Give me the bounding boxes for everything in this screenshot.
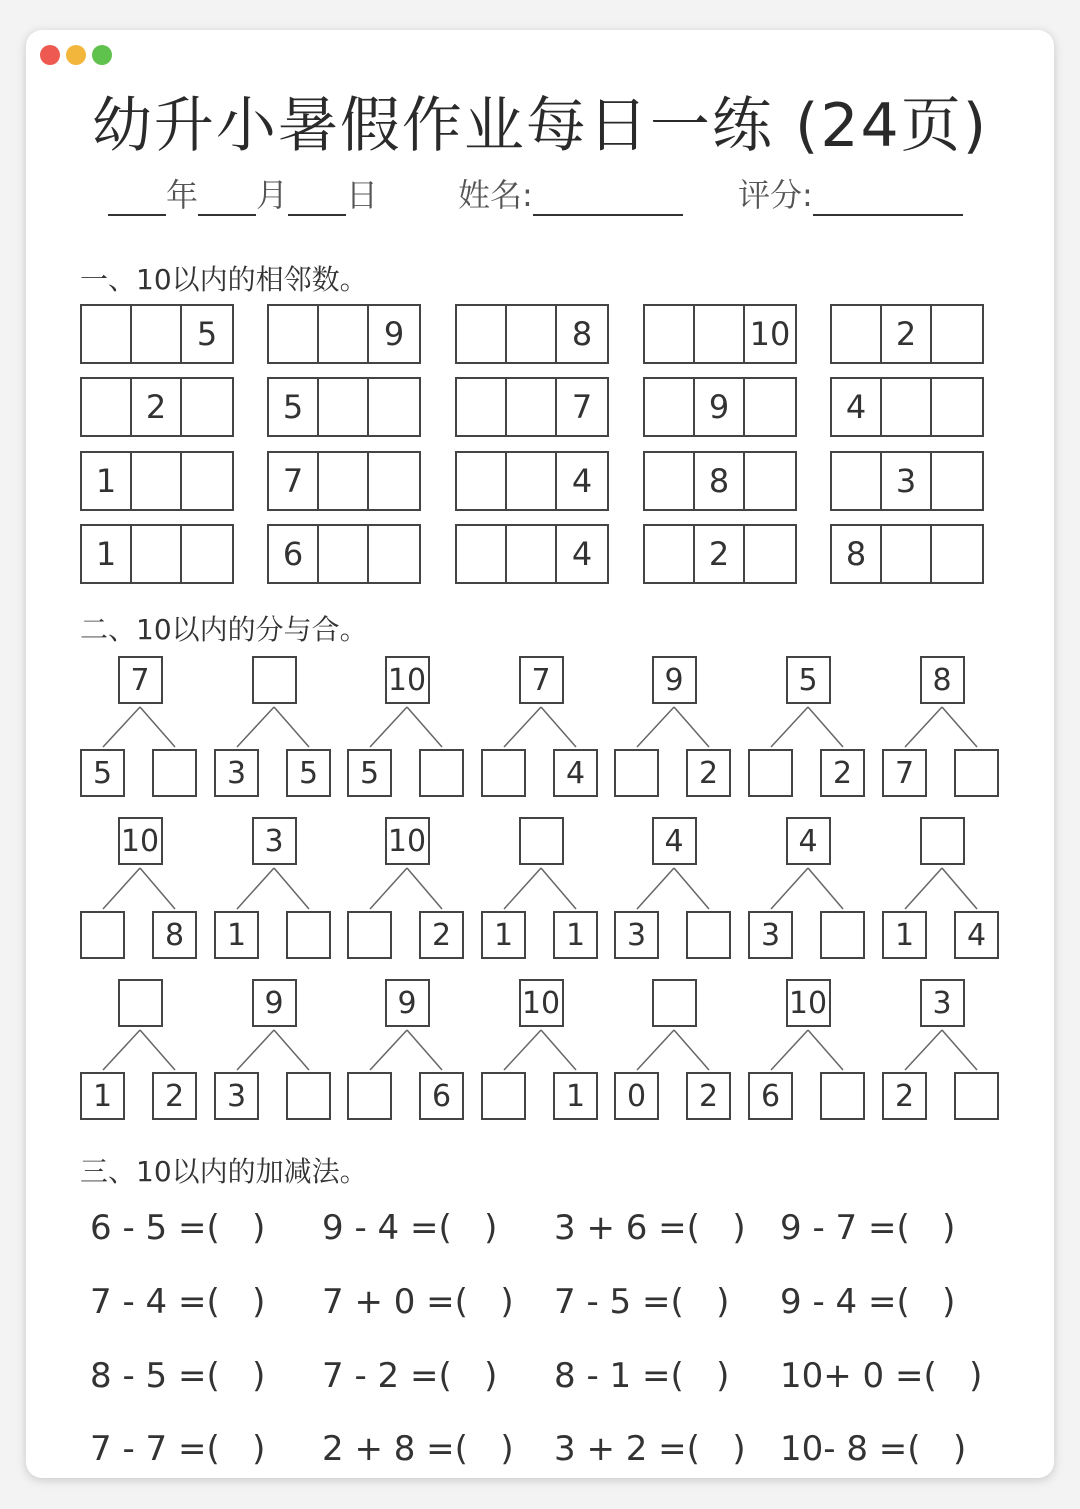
given-number-cell: 2: [695, 526, 745, 582]
answer-cell[interactable]: [932, 379, 982, 435]
bond-line: [237, 707, 274, 747]
neighbor-group: [830, 304, 984, 364]
bond-line: [808, 707, 843, 747]
total-number-box: 10: [786, 979, 831, 1027]
bond-line: [674, 1030, 709, 1070]
answer-cell[interactable]: [507, 453, 557, 509]
neighbor-group: [80, 451, 234, 511]
section1-title: 一、10以内的相邻数。: [80, 263, 368, 296]
bond-line: [541, 868, 576, 909]
answer-cell[interactable]: [319, 379, 369, 435]
answer-cell[interactable]: [457, 453, 507, 509]
arithmetic-problem[interactable]: 7 - 4 =( ): [90, 1282, 266, 1322]
maximize-window-button[interactable]: [92, 45, 112, 65]
answer-box[interactable]: [748, 749, 793, 797]
name-field: [458, 170, 683, 216]
bond-line: [407, 1030, 442, 1070]
window: [26, 30, 1054, 1478]
bond-line: [140, 1030, 175, 1070]
year-label: 年: [166, 176, 199, 214]
part-number-box: 2: [152, 1072, 197, 1120]
bond-line: [140, 707, 175, 747]
answer-cell[interactable]: [832, 306, 882, 362]
given-number-cell: 8: [695, 453, 745, 509]
section3-title: 三、10以内的加减法。: [80, 1155, 368, 1188]
neighbor-group: [80, 524, 234, 584]
total-number-box: 3: [252, 817, 297, 865]
answer-box[interactable]: [652, 979, 697, 1027]
bond-line: [370, 868, 407, 909]
part-number-box: 8: [152, 911, 197, 959]
answer-cell[interactable]: [457, 306, 507, 362]
answer-box[interactable]: [481, 749, 526, 797]
neighbor-group: [267, 451, 421, 511]
section2-title: 二、10以内的分与合。: [80, 613, 368, 646]
given-number-cell: 1: [82, 526, 132, 582]
neighbor-group: [267, 304, 421, 364]
day-label: 日: [346, 176, 379, 214]
neighbor-group: [267, 377, 421, 437]
score-label: 评分:: [738, 176, 813, 214]
score-blank[interactable]: [813, 180, 963, 216]
bond-line: [942, 707, 977, 747]
bond-line: [504, 707, 541, 747]
part-number-box: 2: [882, 1072, 927, 1120]
total-number-box: 7: [519, 656, 564, 704]
part-number-box: 4: [553, 749, 598, 797]
part-number-box: 2: [686, 749, 731, 797]
part-number-box: 3: [214, 749, 259, 797]
bond-line: [771, 707, 808, 747]
month-label: 月: [256, 176, 289, 214]
bond-line: [504, 868, 541, 909]
bond-line: [140, 868, 175, 909]
answer-box[interactable]: [920, 817, 965, 865]
arithmetic-problem[interactable]: 3 + 2 =( ): [554, 1429, 746, 1469]
neighbor-group: [830, 451, 984, 511]
minimize-window-button[interactable]: [66, 45, 86, 65]
answer-cell[interactable]: [319, 453, 369, 509]
answer-cell[interactable]: [745, 453, 795, 509]
part-number-box: 6: [419, 1072, 464, 1120]
total-number-box: 9: [652, 656, 697, 704]
answer-cell[interactable]: [745, 379, 795, 435]
month-blank[interactable]: [198, 180, 256, 216]
arithmetic-problem[interactable]: 7 - 7 =( ): [90, 1429, 266, 1469]
answer-cell[interactable]: [132, 306, 182, 362]
total-number-box: 10: [519, 979, 564, 1027]
answer-box[interactable]: [347, 1072, 392, 1120]
total-number-box: 4: [786, 817, 831, 865]
answer-cell[interactable]: [457, 379, 507, 435]
day-blank[interactable]: [288, 180, 346, 216]
bond-line: [274, 868, 309, 909]
close-window-button[interactable]: [40, 45, 60, 65]
part-number-box: 6: [748, 1072, 793, 1120]
arithmetic-problem[interactable]: 9 - 4 =( ): [322, 1208, 498, 1248]
part-number-box: 1: [481, 911, 526, 959]
part-number-box: 2: [419, 911, 464, 959]
answer-cell[interactable]: [182, 379, 232, 435]
answer-cell[interactable]: [882, 379, 932, 435]
bond-line: [103, 868, 140, 909]
answer-box[interactable]: [347, 911, 392, 959]
answer-cell[interactable]: [132, 453, 182, 509]
given-number-cell: 3: [882, 453, 932, 509]
bond-line: [942, 1030, 977, 1070]
date-fields: [108, 170, 378, 216]
arithmetic-problem[interactable]: 3 + 6 =( ): [554, 1208, 746, 1248]
bond-line: [942, 868, 977, 909]
answer-cell[interactable]: [369, 453, 419, 509]
answer-box[interactable]: [954, 1072, 999, 1120]
bond-line: [905, 707, 942, 747]
bond-line: [771, 1030, 808, 1070]
page-title: 幼升小暑假作业每日一练 (24页): [91, 91, 989, 161]
part-number-box: 4: [954, 911, 999, 959]
total-number-box: 5: [786, 656, 831, 704]
part-number-box: 1: [214, 911, 259, 959]
given-number-cell: 7: [269, 453, 319, 509]
total-number-box: 3: [920, 979, 965, 1027]
name-blank[interactable]: [533, 180, 683, 216]
arithmetic-problem[interactable]: 7 - 5 =( ): [554, 1282, 730, 1322]
bond-line: [637, 707, 674, 747]
part-number-box: 5: [347, 749, 392, 797]
neighbor-group: [455, 377, 609, 437]
neighbor-group: [80, 377, 234, 437]
bond-line: [905, 868, 942, 909]
neighbor-group: [455, 524, 609, 584]
total-number-box: 9: [385, 979, 430, 1027]
neighbor-group: [830, 524, 984, 584]
bond-line: [771, 868, 808, 909]
neighbor-group: [643, 304, 797, 364]
part-number-box: 3: [748, 911, 793, 959]
answer-cell[interactable]: [932, 453, 982, 509]
answer-cell[interactable]: [182, 453, 232, 509]
given-number-cell: 6: [269, 526, 319, 582]
part-number-box: 7: [882, 749, 927, 797]
bond-line: [808, 868, 843, 909]
given-number-cell: 4: [571, 462, 593, 500]
part-number-box: 2: [686, 1072, 731, 1120]
neighbor-group: [455, 451, 609, 511]
given-number-cell: 4: [571, 535, 593, 573]
bond-line: [274, 707, 309, 747]
given-number-cell: 2: [132, 379, 182, 435]
answer-box[interactable]: [954, 749, 999, 797]
answer-box[interactable]: [80, 911, 125, 959]
neighbor-group: [267, 524, 421, 584]
given-number-cell: 5: [196, 315, 218, 353]
given-number-cell: 8: [832, 526, 882, 582]
bond-line: [274, 1030, 309, 1070]
bond-line: [370, 1030, 407, 1070]
answer-box[interactable]: [252, 656, 297, 704]
given-number-cell: 5: [269, 379, 319, 435]
answer-cell[interactable]: [832, 453, 882, 509]
part-number-box: 2: [820, 749, 865, 797]
neighbor-group: [830, 377, 984, 437]
arithmetic-problem[interactable]: 10+ 0 =( ): [780, 1356, 983, 1396]
answer-box[interactable]: [286, 911, 331, 959]
answer-cell[interactable]: [369, 379, 419, 435]
answer-cell[interactable]: [695, 306, 745, 362]
bond-line: [237, 868, 274, 909]
total-number-box: 10: [385, 817, 430, 865]
answer-box[interactable]: [820, 911, 865, 959]
answer-cell[interactable]: [645, 453, 695, 509]
answer-box[interactable]: [614, 749, 659, 797]
arithmetic-problem[interactable]: 7 + 0 =( ): [322, 1282, 514, 1322]
bond-line: [541, 1030, 576, 1070]
answer-cell[interactable]: [82, 306, 132, 362]
answer-cell[interactable]: [82, 379, 132, 435]
answer-cell[interactable]: [182, 526, 232, 582]
answer-box[interactable]: [686, 911, 731, 959]
bond-line: [637, 1030, 674, 1070]
neighbor-group: [643, 451, 797, 511]
answer-box[interactable]: [152, 749, 197, 797]
bond-line: [541, 707, 576, 747]
score-field: [738, 170, 963, 216]
answer-cell[interactable]: [369, 526, 419, 582]
given-number-cell: 1: [82, 453, 132, 509]
arithmetic-problem[interactable]: 8 - 5 =( ): [90, 1356, 266, 1396]
bond-line: [808, 1030, 843, 1070]
given-number-cell: 9: [695, 379, 745, 435]
arithmetic-problem[interactable]: 9 - 4 =( ): [780, 1282, 956, 1322]
answer-cell[interactable]: [932, 526, 982, 582]
bond-line: [674, 868, 709, 909]
answer-cell[interactable]: [645, 526, 695, 582]
bond-line: [674, 707, 709, 747]
answer-cell[interactable]: [645, 379, 695, 435]
answer-cell[interactable]: [507, 379, 557, 435]
bond-line: [637, 868, 674, 909]
total-number-box: 10: [385, 656, 430, 704]
part-number-box: 0: [614, 1072, 659, 1120]
answer-box[interactable]: [286, 1072, 331, 1120]
answer-cell[interactable]: [645, 306, 695, 362]
year-blank[interactable]: [108, 180, 166, 216]
bond-line: [407, 707, 442, 747]
given-number-cell: 4: [832, 379, 882, 435]
total-number-box: 10: [118, 817, 163, 865]
total-number-box: 8: [920, 656, 965, 704]
bond-line: [237, 1030, 274, 1070]
answer-cell[interactable]: [319, 306, 369, 362]
given-number-cell: 8: [571, 315, 593, 353]
total-number-box: 4: [652, 817, 697, 865]
given-number-cell: 7: [571, 388, 593, 426]
answer-box[interactable]: [118, 979, 163, 1027]
given-number-cell: 2: [882, 306, 932, 362]
neighbor-group: [643, 524, 797, 584]
part-number-box: 1: [80, 1072, 125, 1120]
answer-box[interactable]: [820, 1072, 865, 1120]
part-number-box: 1: [553, 911, 598, 959]
answer-cell[interactable]: [319, 526, 369, 582]
part-number-box: 3: [214, 1072, 259, 1120]
bond-line: [407, 868, 442, 909]
answer-cell[interactable]: [457, 526, 507, 582]
answer-box[interactable]: [519, 817, 564, 865]
bond-line: [103, 1030, 140, 1070]
given-number-cell: 9: [383, 315, 405, 353]
total-number-box: 9: [252, 979, 297, 1027]
bond-line: [905, 1030, 942, 1070]
answer-cell[interactable]: [507, 526, 557, 582]
part-number-box: 5: [80, 749, 125, 797]
answer-cell[interactable]: [507, 306, 557, 362]
given-number-cell: 10: [749, 315, 791, 353]
answer-cell[interactable]: [745, 526, 795, 582]
answer-cell[interactable]: [932, 306, 982, 362]
arithmetic-problem[interactable]: 7 - 2 =( ): [322, 1356, 498, 1396]
arithmetic-problem[interactable]: 6 - 5 =( ): [90, 1208, 266, 1248]
answer-box[interactable]: [481, 1072, 526, 1120]
arithmetic-problem[interactable]: 8 - 1 =( ): [554, 1356, 730, 1396]
neighbor-group: [80, 304, 234, 364]
arithmetic-problem[interactable]: 2 + 8 =( ): [322, 1429, 514, 1469]
arithmetic-problem[interactable]: 9 - 7 =( ): [780, 1208, 956, 1248]
answer-cell[interactable]: [882, 526, 932, 582]
neighbor-group: [643, 377, 797, 437]
part-number-box: 5: [286, 749, 331, 797]
total-number-box: 7: [118, 656, 163, 704]
part-number-box: 1: [553, 1072, 598, 1120]
bond-line: [504, 1030, 541, 1070]
part-number-box: 1: [882, 911, 927, 959]
answer-cell[interactable]: [269, 306, 319, 362]
answer-cell[interactable]: [132, 526, 182, 582]
answer-box[interactable]: [419, 749, 464, 797]
neighbor-group: [455, 304, 609, 364]
part-number-box: 3: [614, 911, 659, 959]
bond-line: [103, 707, 140, 747]
name-label: 姓名:: [458, 176, 533, 214]
arithmetic-problem[interactable]: 10- 8 =( ): [780, 1429, 967, 1469]
bond-line: [370, 707, 407, 747]
